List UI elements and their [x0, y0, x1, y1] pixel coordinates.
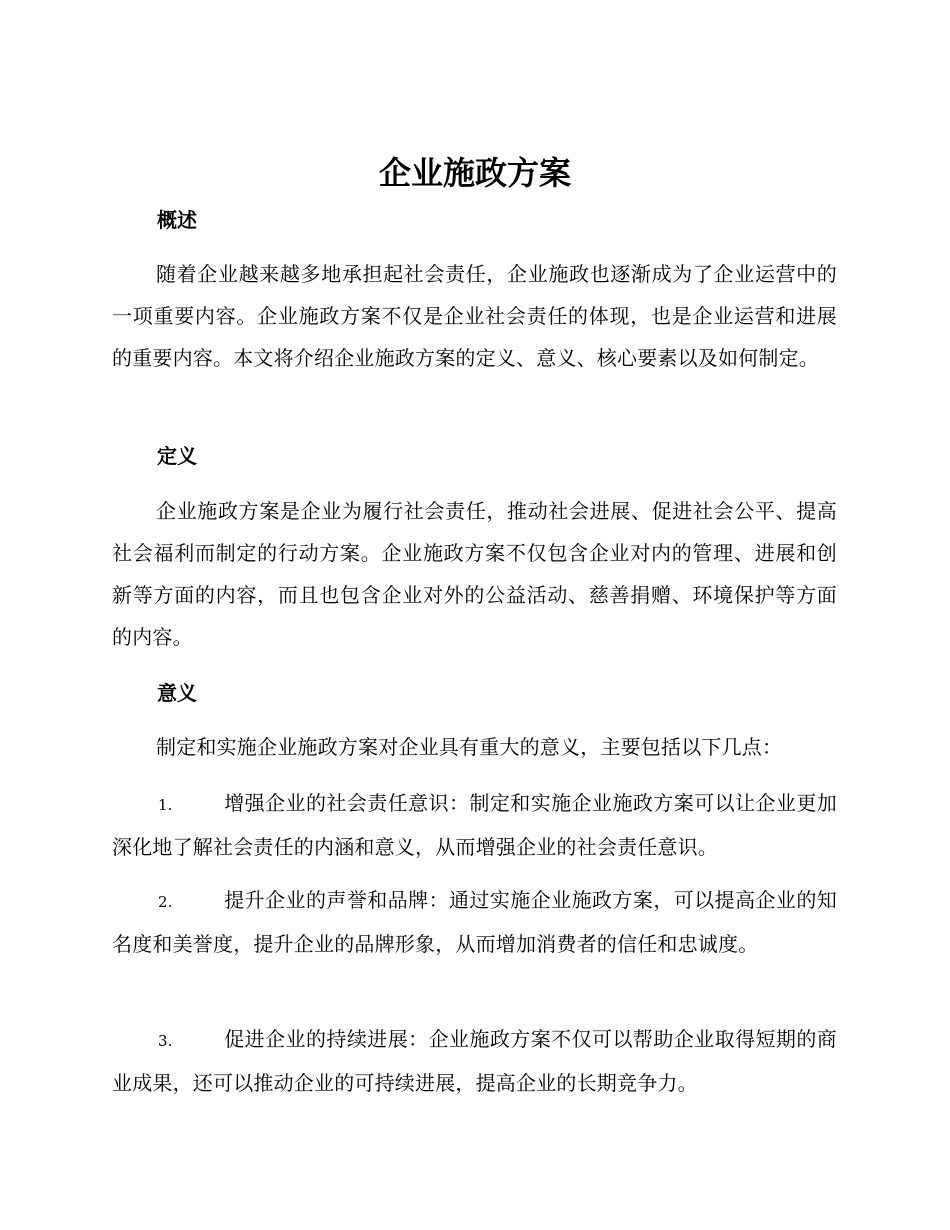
section-paragraph-overview: 随着企业越来越多地承担起社会责任，企业施政也逐渐成为了企业运营中的一项重要内容。企业施政方案不仅是企业社会责任的体现，也是企业运营和进展的重要内容。本文将介绍企业施政方案的定义、意义、核心要素以及如何制定。	[112, 262, 837, 370]
section-heading-significance: 意义	[157, 681, 197, 705]
list-text: 增强企业的社会责任意识：制定和实施企业施政方案可以让企业更加深化地了解社会责任的内涵和意义，从而增强企业的社会责任意识。	[112, 791, 837, 859]
document-title: 企业施政方案	[378, 154, 571, 192]
section-paragraph-definition: 企业施政方案是企业为履行社会责任，推动社会进展、促进社会公平、提高社会福利而制定的行动方案。企业施政方案不仅包含企业对内的管理、进展和创新等方面的内容，而且也包含企业对外的公益活动、慈善捐赠、环境保护等方面的内容。	[112, 499, 837, 649]
list-item	[112, 782, 837, 868]
list-text: 提升企业的声誉和品牌：通过实施企业施政方案，可以提高企业的知名度和美誉度，提升企业的品牌形象，从而增加消费者的信任和忠诚度。	[112, 888, 837, 956]
list-number: 2.	[158, 893, 173, 911]
list-item	[112, 879, 837, 965]
section-heading-overview: 概述	[157, 208, 197, 232]
list-text: 促进企业的持续进展：企业施政方案不仅可以帮助企业取得短期的商业成果，还可以推动企业的可持续进展，提高企业的长期竞争力。	[112, 1027, 837, 1095]
section-heading-definition: 定义	[157, 444, 197, 468]
list-item	[112, 1018, 837, 1104]
list-number: 3.	[158, 1032, 173, 1050]
section-paragraph-significance: 制定和实施企业施政方案对企业具有重大的意义，主要包括以下几点：	[156, 735, 783, 759]
list-number: 1.	[158, 796, 173, 814]
